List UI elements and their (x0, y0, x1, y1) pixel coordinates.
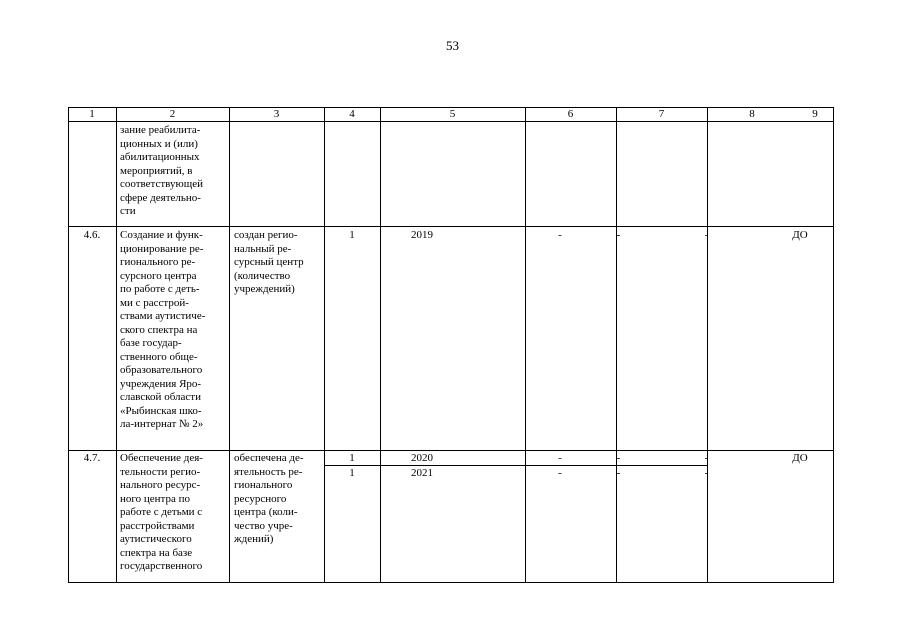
row-4-7-number: 4.7. (83, 452, 101, 464)
row-4-6-name (120, 229, 228, 432)
header-cell-7: 7 (658, 108, 665, 120)
row-4-7-indicator-text: обеспечена де- ятельность ре- гионального ресурсного центра (коли- чество учре- ждений) (234, 452, 304, 545)
header-cell-6: 6 (567, 108, 574, 120)
continuation-row-name (120, 124, 228, 219)
row-divider-4-6 (68, 226, 834, 227)
header-cell-5: 5 (449, 108, 456, 120)
row-4-6-value: 1 (349, 229, 355, 241)
column-divider-2 (229, 107, 230, 583)
row-4-7-2020-col6: - (558, 452, 562, 464)
row-4-6-col8: - (704, 229, 709, 241)
column-divider-5 (525, 107, 526, 583)
row-4-7-2020-col7: - (616, 452, 621, 464)
column-divider-7 (707, 107, 708, 583)
row-4-6-name-text: Создание и функ- ционирование ре- гионального ре- сурсного центра по работе с деть- ми с расстрой- ствами аутистиче- ского спектра на базе государ- ственного обще- образовательного учреждения Яро- славской области «Рыбинская шко- ла-интернат № 2» (120, 229, 206, 430)
header-cell-1: 1 (89, 108, 95, 120)
header-cell-3: 3 (273, 108, 280, 120)
continuation-row-name-text: зание реабилита- ционных и (или) абилитационных мероприятий, в соответствующей сфере деятельно- сти (120, 124, 203, 217)
table-border-bottom (68, 582, 834, 583)
row-4-7-indicator (234, 452, 324, 547)
row-4-7-executor: ДО (792, 452, 808, 464)
row-4-6-year: 2019 (411, 229, 433, 241)
page-number: 53 (446, 38, 459, 53)
row-divider-4-7 (68, 450, 834, 451)
row-4-7-name-text: Обеспечение дея- тельности регио- нального ресурс- ного центра по работе с детьми с расстройствами аутистического спектра на базе государственного (120, 452, 203, 572)
row-4-6-col7: - (616, 229, 621, 241)
row-4-6-indicator-text: создан регио- нальный ре- сурсный центр (количество учреждений) (234, 229, 304, 295)
header-cell-2: 2 (169, 108, 176, 120)
row-4-7-2021-col7: - (616, 467, 621, 479)
header-cell-8: 8 (749, 108, 755, 120)
table-border-right (833, 107, 834, 583)
row-4-7-2021-col6: - (558, 467, 562, 479)
row-4-7-2020-year: 2020 (411, 452, 433, 464)
row-4-6-number: 4.6. (83, 229, 101, 241)
row-4-6-executor: ДО (792, 229, 808, 241)
column-divider-1 (116, 107, 117, 583)
column-divider-3 (324, 107, 325, 583)
row-4-7-2021-value: 1 (349, 467, 355, 479)
row-4-7-name (120, 452, 228, 574)
row-4-6-col6: - (558, 229, 562, 241)
column-divider-6 (616, 107, 617, 583)
header-cell-4: 4 (349, 108, 355, 120)
row-4-6-indicator (234, 229, 324, 297)
plan-table (68, 107, 834, 583)
row-4-7-2021-col8: - (704, 467, 709, 479)
row-4-7-2020-col8: - (704, 452, 709, 464)
header-cell-9: 9 (812, 108, 818, 120)
row-4-7-2021-year: 2021 (411, 467, 433, 479)
column-divider-4 (380, 107, 381, 583)
table-border-left (68, 107, 69, 583)
row-4-7-2020-value: 1 (349, 452, 355, 464)
